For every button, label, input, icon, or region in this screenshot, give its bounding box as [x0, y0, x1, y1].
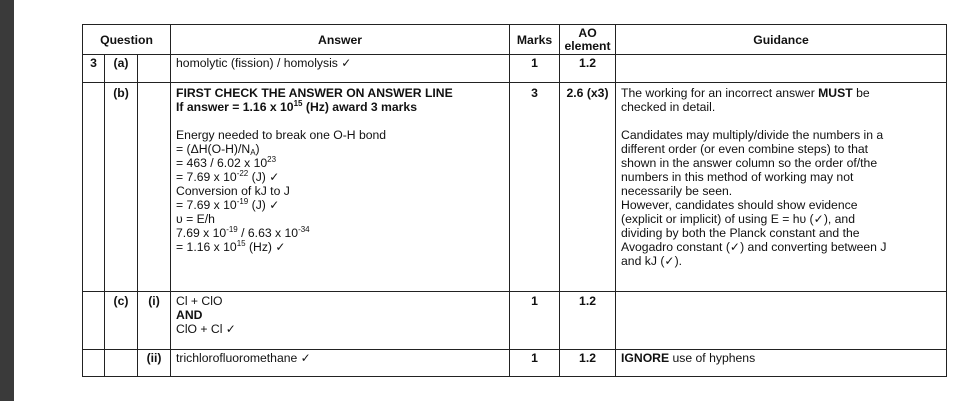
question-number: 3 [83, 55, 105, 83]
row-3c-i [83, 292, 947, 350]
answer-3c-i-line-2: AND [176, 308, 203, 322]
part-label-a: (a) [105, 55, 138, 83]
subpart-empty [138, 55, 171, 83]
answer-3a: homolytic (fission) / homolysis ✓ [171, 55, 510, 83]
answer-heading-2: If answer = 1.16 x $10^{15}$ (Hz) award 3 marks [176, 99, 417, 114]
header-marks: Marks [510, 25, 560, 55]
qnum-empty [83, 350, 105, 377]
header-answer: Answer [171, 25, 510, 55]
row-3b [83, 83, 947, 292]
left-window-edge [0, 0, 14, 401]
qnum-empty [83, 83, 105, 292]
working-line-9: = 1.16 x $10^{15}$ (Hz) ✓ [176, 239, 286, 254]
guidance-line-10: dividing by both the Planck constant and the [621, 226, 860, 240]
answer-3c-i [171, 292, 510, 350]
subpart-empty [138, 83, 171, 292]
row-3c-ii [83, 350, 947, 377]
header-ao-line2: element [564, 38, 611, 53]
guidance-line-11: Avogadro constant (✓) and converting between J [621, 240, 887, 254]
guidance-line-5: shown in the answer column so the order of/the [621, 156, 878, 170]
working-line-3: = 463 / 6.02 x $10^{23}$ [176, 155, 277, 170]
marks-3a: 1 [510, 55, 560, 83]
ao-3a: 1.2 [560, 55, 616, 83]
part-label-c: (c) [105, 292, 138, 350]
guidance-line-2: checked in detail. [621, 100, 716, 114]
ao-3c-i: 1.2 [560, 292, 616, 350]
answer-3b [171, 83, 510, 292]
ao-3c-ii: 1.2 [560, 350, 616, 377]
guidance-line-4: different order (or even combine steps) to that [621, 142, 869, 156]
answer-heading-1: FIRST CHECK THE ANSWER ON ANSWER LINE [176, 86, 453, 100]
guidance-line-3: Candidates may multiply/divide the numbers in a [621, 128, 884, 142]
working-line-5: Conversion of kJ to J [176, 184, 290, 198]
marks-3c-ii: 1 [510, 350, 560, 377]
guidance-3a [616, 55, 947, 83]
guidance-line-1: The working for an incorrect answer MUST be [621, 86, 870, 100]
ao-3b: 2.6 (x3) [560, 83, 616, 292]
guidance-line-7: necessarily be seen. [621, 184, 733, 198]
part-label-b: (b) [105, 83, 138, 292]
subpart-label-ii: (ii) [138, 350, 171, 377]
guidance-line-6: numbers in this method of working may not [621, 170, 854, 184]
guidance-ignore-keyword: IGNORE [621, 351, 670, 365]
answer-3c-i-line-1: Cl + ClO [176, 294, 223, 308]
guidance-line-8: However, candidates should show evidence [621, 198, 858, 212]
header-row [83, 25, 947, 55]
guidance-ignore-text: use of hyphens [669, 351, 756, 365]
working-line-2: = $(\Delta H(O-H)/N_A)$ [176, 142, 260, 157]
working-line-7: υ = E/h [176, 212, 215, 226]
header-question: Question [83, 25, 171, 55]
marks-3b: 3 [510, 83, 560, 292]
qnum-empty [83, 292, 105, 350]
header-ao [560, 25, 616, 55]
part-empty [105, 350, 138, 377]
guidance-3c-ii [616, 350, 947, 377]
working-line-8: 7.69 x $10^{-19} / 6.63$ x $10^{-34}$ [176, 225, 310, 240]
mark-scheme-table [82, 24, 947, 377]
answer-3c-ii: trichlorofluoromethane ✓ [171, 350, 510, 377]
working-line-1: Energy needed to break one O-H bond [176, 128, 387, 142]
working-line-6: = 7.69 x $10^{-19}$ (J) ✓ [176, 197, 280, 212]
marks-3c-i: 1 [510, 292, 560, 350]
guidance-3c-i [616, 292, 947, 350]
guidance-3b [616, 83, 947, 292]
guidance-line-12: and kJ (✓). [621, 254, 683, 268]
header-ao-line1: AO [578, 25, 597, 40]
answer-3c-i-line-3: ClO + Cl ✓ [176, 322, 237, 336]
header-guidance: Guidance [616, 25, 947, 55]
row-3a [83, 55, 947, 83]
subpart-label-i: (i) [138, 292, 171, 350]
working-line-4: = 7.69 x $10^{-22}$ (J) ✓ [176, 169, 280, 184]
guidance-line-9: (explicit or implicit) of using E = hυ (✓), and [621, 212, 855, 226]
